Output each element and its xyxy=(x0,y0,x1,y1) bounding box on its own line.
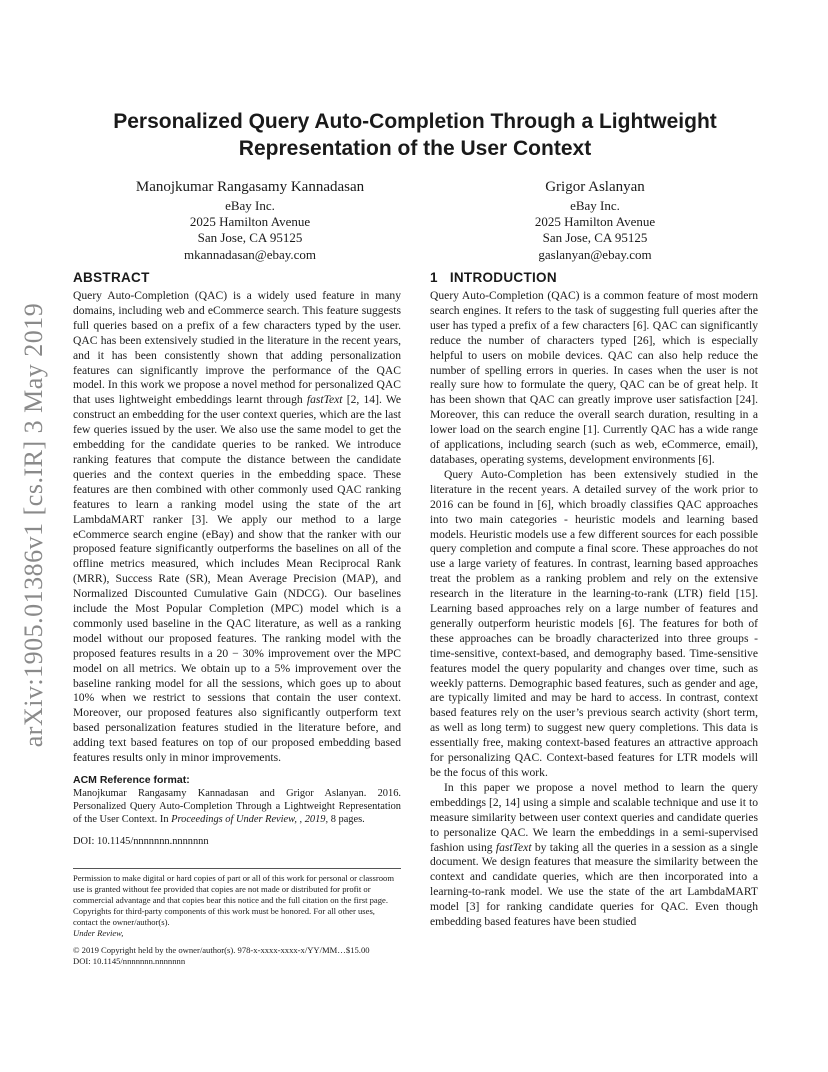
intro-paragraph-2: Query Auto-Completion has been extensively studied in the literature in the recent years. A detailed survey of the work prior to 2016 can be found in [6], which broadly classifies QAC approaches into two main categories - heuristic models and learning based models. Heuristic models use a few different sources for each possible query completion and compute a final score. These approaches do not use a large variety of features. In contrast, learning based approaches treat the problem as a ranking problem and rely on the extensive research in the literature in the learning-to-rank (LTR) field [15]. Learning based approaches rely on a large number of features and generally outperform heuristic models [6]. The features for both of these approaches can be broadly characterized into three groups - time-sensitive, context-based, and demography based. Time-sensitive features model the query popularity and changes over time, such as weekly patterns. Demographic based features, such as gender and age, are typically limited and may be hard to access. In contrast, context based features rely on the user’s previous search activity (short term, as well as long term) to suggest new query completions. This data is essentially free, making context-based features an attractive approach for personalizing QAC. Context-based features for LTR models will be the focus of this work. xyxy=(430,467,758,779)
author-affiliation: eBay Inc. xyxy=(570,198,620,213)
author-city: San Jose, CA 95125 xyxy=(542,230,648,246)
copyright-line: © 2019 Copyright held by the owner/author(s). 978-x-xxxx-xxxx-x/YY/MM…$15.00 xyxy=(73,945,370,955)
author-street: 2025 Hamilton Avenue xyxy=(534,214,656,230)
introduction-heading xyxy=(430,270,758,285)
author-block-1 xyxy=(90,178,410,263)
intro-paragraph-1: Query Auto-Completion (QAC) is a common feature of most modern search engines. It refers to the task of suggesting full queries after the user has typed a prefix of a few characters [6]. QAC can significantly reduce the number of characters typed [26], which is especially helpful to users on mobile devices. QAC can also help reduce the number of spelling errors in queries. In cases when the user is not really sure how to formulate the query, QAC can be of great help. It has been shown that QAC can greatly improve user satisfaction [24]. Moreover, this can reduce the overall search duration, resulting in a lower load on the search engine [1]. Currently QAC has a wide range of applications, including search (such as web, eCommerce, email), databases, operating systems, development environments [6]. xyxy=(430,289,758,466)
section-number: 1 xyxy=(430,270,438,285)
author-email: gaslanyan@ebay.com xyxy=(538,246,652,262)
intro-paragraph-3: In this paper we propose a novel method to learn the query embeddings [2, 14] using a simple and scalable technique and use it to measure similarity between user context queries and candidate queries to personalize QAC. We learn the embeddings in a semi-supervised fashion using fastText by taking all the queries in a session as a single document. We design features that measure the similarity between the context and candidate queries, which are then incorporated into a learning-to-rank model. We use the state of the art LambdaMART model [3] for ranking candidate queries for QAC. Even though embedding based features have been studied xyxy=(430,780,758,929)
author-email: mkannadasan@ebay.com xyxy=(183,246,317,262)
section-title: INTRODUCTION xyxy=(449,270,557,285)
author-name: Grigor Aslanyan xyxy=(545,179,645,195)
paper-title: Personalized Query Auto-Completion Through a Lightweight Representation of the User Context xyxy=(113,110,717,160)
arxiv-identifier-text: arXiv:1905.01386v1 [cs.IR] 3 May 2019 xyxy=(19,302,48,748)
acm-reference-heading: ACM Reference format: xyxy=(73,774,190,786)
author-affiliation: eBay Inc. xyxy=(225,198,275,213)
abstract-heading: ABSTRACT xyxy=(73,270,150,285)
right-column xyxy=(430,270,758,930)
under-review-note: Under Review, xyxy=(73,928,124,938)
left-column xyxy=(73,270,401,856)
author-name: Manojkumar Rangasamy Kannadasan xyxy=(135,179,365,195)
arxiv-identifier xyxy=(14,290,54,760)
acm-reference-format xyxy=(73,774,401,848)
acm-reference-doi: DOI: 10.1145/nnnnnnn.nnnnnnn xyxy=(73,835,209,847)
abstract-text: Query Auto-Completion (QAC) is a widely used feature in many domains, including web and eCommerce search. This feature suggests full queries based on a prefix of a few characters typed by the user. QAC has been extensively studied in the literature in the recent years, and it has been consistently shown that adding personalization features can significantly improve the performance of the QAC model. In this work we propose a novel method for personalized QAC that uses lightweight embeddings learnt through fastText [2, 14]. We construct an embedding for the user context queries, which are the last few queries issued by the user. We also use the same model to get the embedding for the candidate queries to be ranked. We introduce ranking features that compute the distance between the candidate queries and the context queries in the embedding space. These features are then combined with other commonly used QAC ranking features to learn a ranking model using the state of the art LambdaMART ranker [3]. We apply our method to a large eCommerce search engine (eBay) and show that the ranker with our proposed feature significantly outperforms the baselines on all of the offline metrics measured, which includes Mean Reciprocal Rank (MRR), Success Rate (SR), Mean Average Precision (MAP), and Normalized Discounted Cumulative Gain (NDCG). Our baselines include the Most Popular Completion (MPC) model which is a commonly used baseline in the QAC literature, as well as a ranking model without our proposed features. The ranking model with the proposed features results in a 20 − 30% improvement over the MPC model on all metrics. We obtain up to a 5% improvement over the baseline ranking model for all the sessions, which goes up to about 10% when we restrict to sessions that contain the user context. Moreover, our proposed features also significantly outperform text based personalization features studied in the literature before, and adding text based features on top of our proposed embedding based features results only in minor improvements. xyxy=(73,289,401,765)
author-street: 2025 Hamilton Avenue xyxy=(189,214,311,230)
copyright-footnote xyxy=(73,868,401,967)
acm-reference-text: Manojkumar Rangasamy Kannadasan and Grigor Aslanyan. 2016. Personalized Query Auto-Completion Through a Lightweight Representation of the User Context. In Proceedings of Under Review, , 2019, 8 pages. xyxy=(73,788,401,826)
author-block-2 xyxy=(430,178,760,263)
permission-notice: Permission to make digital or hard copies of part or all of this work for personal or classroom use is granted without fee provided that copies are not made or distributed for profit or commercial advantage and that copies bear this notice and the full citation on the first page. Copyrights for third-party components of this work must be honored. For all other uses, contact the owner/author(s). xyxy=(73,873,394,927)
author-city: San Jose, CA 95125 xyxy=(197,230,303,246)
footnote-doi: DOI: 10.1145/nnnnnnn.nnnnnnn xyxy=(73,956,186,966)
